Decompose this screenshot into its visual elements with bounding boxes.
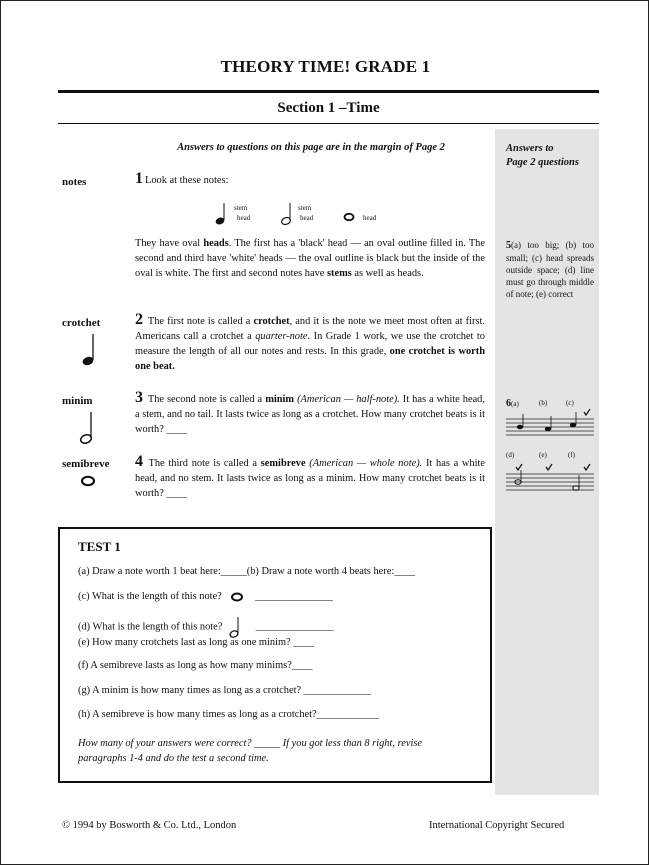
answer-5 xyxy=(506,239,594,300)
text: It has a white head, a stem, and no tail. It lasts twice as long as a crotchet. How many crotchet beats is it worth? ____ xyxy=(135,394,485,435)
bold-text: minim xyxy=(265,394,295,405)
text: The first note is called a xyxy=(147,316,254,327)
semibreve-icon xyxy=(80,475,96,487)
margin-label-minim: minim xyxy=(62,395,93,407)
bold-text: heads xyxy=(203,238,229,249)
answer-number: 5 xyxy=(506,240,511,251)
footer-rights: International Copyright Secured xyxy=(429,820,565,831)
bold-text: semibreve xyxy=(260,458,306,469)
paragraph-text: Look at these notes: xyxy=(145,175,229,186)
head-label-3: head xyxy=(363,214,377,222)
head-label-1: head xyxy=(237,214,251,222)
answer-label: (d) xyxy=(506,451,515,459)
text: The third note is called a xyxy=(148,458,261,469)
answer-6-labels-row2 xyxy=(506,451,594,460)
paragraph-3 xyxy=(135,390,485,437)
answer-6-staff-1 xyxy=(506,409,594,437)
text: , and it is the note we meet most often at first. Americans call a crotchet a xyxy=(135,316,485,342)
italic-text: (American — whole note). xyxy=(305,458,423,469)
paragraph-1-intro xyxy=(135,171,485,188)
stem-label-2: stem xyxy=(298,204,312,212)
test-question-f: (f) A semibreve lasts as long as how many minims?____ xyxy=(78,660,313,671)
test-question-h: (h) A semibreve is how many times as long as a crotchet?____________ xyxy=(78,709,379,720)
text: as well as heads. xyxy=(351,268,424,279)
answer-label: (b) xyxy=(539,399,548,407)
margin-label-semibreve: semibreve xyxy=(62,458,110,470)
section-rule xyxy=(58,123,599,124)
test-question-g: (g) A minim is how many times as long as a crotchet? _____________ xyxy=(78,685,372,696)
minim-icon xyxy=(79,410,99,445)
semibreve-icon xyxy=(230,592,244,602)
page-title: THEORY TIME! GRADE 1 xyxy=(220,57,431,76)
text: . In Grade 1 work, we use the crotchet to measure the length of all our notes and rests. In this grade, xyxy=(135,331,485,357)
paragraph-number: 1 xyxy=(135,170,143,187)
answer-blank[interactable]: _______________ xyxy=(255,591,333,602)
head-label-2: head xyxy=(300,214,314,222)
text: They have oval xyxy=(135,238,204,249)
margin-label-notes: notes xyxy=(62,176,87,188)
paragraph-2 xyxy=(135,312,485,374)
question-text: (c) What is the length of this note? xyxy=(78,591,222,602)
minim-icon xyxy=(229,615,243,639)
paragraph-number: 4 xyxy=(135,453,143,470)
answer-label: (f) xyxy=(568,451,575,459)
bold-text: stems xyxy=(327,268,352,279)
test-question-d xyxy=(78,615,478,639)
italic-text: (American — half-note). xyxy=(294,394,400,405)
italic-text: quarter-note xyxy=(255,331,308,342)
text: It has a white head, and no stem. It lasts twice as long as a minim. How many crotchet beats is it worth? ____ xyxy=(135,458,485,499)
bold-text: one crotchet is worth one beat. xyxy=(135,346,485,372)
answer-label: (c) xyxy=(566,399,574,407)
sidebar-heading xyxy=(506,142,598,170)
test-title: TEST 1 xyxy=(78,539,121,554)
paragraph-number: 3 xyxy=(135,389,143,406)
answer-6-staff-2 xyxy=(506,461,594,493)
answer-label: (a) xyxy=(511,400,519,408)
paragraph-1-body xyxy=(135,236,485,281)
sidebar-heading-line2: Page 2 questions xyxy=(506,157,579,168)
stem-label-1: stem xyxy=(234,204,248,212)
test-closing-note: How many of your answers were correct? _____ If you got less than 8 right, revise paragraphs 1-4 and do the test a second time. xyxy=(78,738,423,764)
margin-label-crotchet: crotchet xyxy=(62,317,101,329)
paragraph-number: 2 xyxy=(135,311,143,328)
test-question-c xyxy=(78,591,478,602)
answer-text: (a) too big; (b) too small; (c) head spreads outside space; (d) line must go through middle of note; (e) correct xyxy=(506,240,594,299)
test-question-a: (a) Draw a note worth 1 beat here:_____(b) Draw a note worth 4 beats here:____ xyxy=(78,566,415,577)
intro-note: Answers to questions on this page are in the margin of Page 2 xyxy=(177,142,445,153)
answer-blank[interactable]: _______________ xyxy=(255,621,334,633)
answer-number: 6 xyxy=(506,398,511,409)
answer-label: (e) xyxy=(539,451,547,459)
answer-6-labels-row1 xyxy=(506,399,594,409)
test-question-e: (e) How many crotchets last as long as one minim? ____ xyxy=(78,637,315,648)
text: . The first has a 'black' head — an oval outline filled in. The second and third have 'white' heads — the oval outline is black but the inside of the oval is white. The first and second notes have xyxy=(135,238,485,279)
crotchet-icon xyxy=(81,332,101,367)
paragraph-4 xyxy=(135,454,485,501)
text: The second note is called a xyxy=(147,394,266,405)
bold-text: crotchet xyxy=(253,316,290,327)
section-title: Section 1 –Time xyxy=(277,100,380,116)
question-text: (d) What is the length of this note? xyxy=(78,621,223,633)
title-rule xyxy=(58,90,599,93)
semibreve-note-icon xyxy=(343,212,357,222)
footer-copyright: © 1994 by Bosworth & Co. Ltd., London xyxy=(62,820,237,831)
sidebar-heading-line1: Answers to xyxy=(506,143,554,154)
